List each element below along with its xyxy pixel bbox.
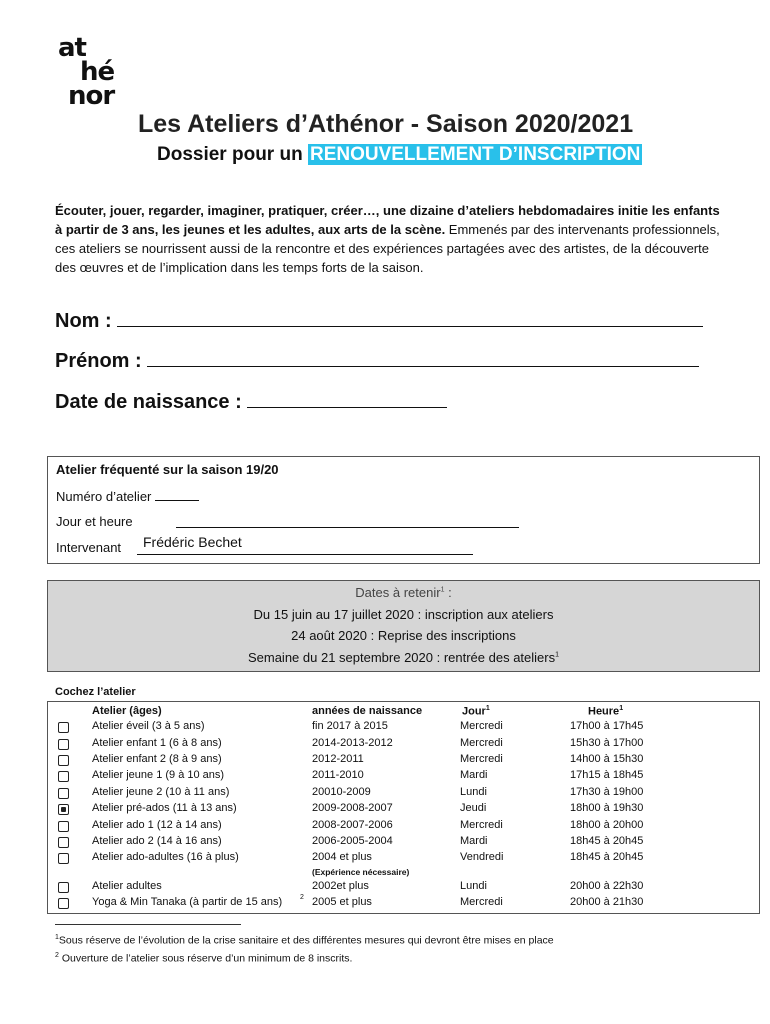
cell-jour: Jeudi: [460, 802, 487, 814]
table-row: [48, 786, 759, 802]
atelier-checkbox[interactable]: [58, 882, 69, 893]
cell-atelier: Atelier jeune 2 (10 à 11 ans): [92, 786, 230, 798]
logo-line-3: nor: [68, 81, 115, 111]
table-row: [48, 720, 759, 736]
experience-note: (Expérience nécessaire): [312, 867, 410, 877]
atelier-checkbox[interactable]: [58, 739, 69, 750]
cell-atelier: Atelier pré-ados (11 à 13 ans): [92, 802, 237, 814]
cell-atelier: Atelier ado 1 (12 à 14 ans): [92, 819, 222, 831]
cell-jour: Mercredi: [460, 896, 503, 908]
footnote-1-text: Sous réserve de l’évolution de la crise sanitaire et des différentes mesures qui devront être mises en place: [58, 934, 554, 947]
cell-annees: 2011-2010: [312, 769, 364, 781]
cell-annees: 2008-2007-2006: [312, 819, 393, 831]
cell-jour: Mercredi: [460, 737, 503, 749]
atelier-checkbox[interactable]: [58, 821, 69, 832]
prenom-label: Prénom :: [55, 350, 142, 372]
atelier-checkbox[interactable]: [58, 771, 69, 782]
footnote-2-text: Ouverture de l’atelier sous réserve d’un minimum de 8 inscrits.: [58, 952, 353, 965]
table-row: [48, 819, 759, 835]
page-subtitle: [157, 144, 642, 166]
cell-heure: 18h00 à 20h00: [570, 819, 644, 831]
cell-annees: 2012-2011: [312, 753, 364, 765]
dates-line-3: [48, 650, 759, 665]
cell-heure: 15h30 à 17h00: [570, 737, 644, 749]
dates-line-1: Du 15 juin au 17 juillet 2020 : inscription aux ateliers: [253, 607, 554, 622]
atelier-checkbox[interactable]: [58, 898, 69, 909]
jour-row: [56, 514, 133, 529]
dates-line-3-text: Semaine du 21 septembre 2020 : rentrée des ateliers: [247, 650, 556, 665]
cell-heure: 20h00 à 21h30: [570, 896, 644, 908]
header-heure: [588, 705, 623, 718]
header-atelier: Atelier (âges): [92, 705, 162, 717]
cell-annees: fin 2017 à 2015: [312, 720, 388, 732]
cell-atelier: Yoga & Min Tanaka (à partir de 15 ans): [92, 896, 283, 908]
yoga-sup: 2: [300, 894, 304, 901]
cell-heure: 18h45 à 20h45: [570, 851, 644, 863]
footnote-2-mark: 2: [55, 952, 59, 959]
jour-input-line[interactable]: [176, 514, 519, 528]
cell-jour: Mardi: [460, 835, 488, 847]
atelier-checkbox[interactable]: [58, 853, 69, 864]
atelier-table: [47, 701, 760, 914]
footnote-2: [55, 952, 352, 965]
dates-box: [47, 580, 760, 672]
prenom-field: [55, 348, 699, 373]
dates-heading-sup: 1: [440, 586, 445, 594]
cell-annees: 2005 et plus: [312, 896, 372, 908]
previous-atelier-heading: Atelier fréquenté sur la saison 19/20: [56, 462, 279, 477]
footnote-1-mark: 1: [55, 934, 59, 941]
cell-annees: 2009-2008-2007: [312, 802, 393, 814]
cell-atelier: Atelier ado-adultes (16 à plus): [92, 851, 239, 863]
dates-heading-text: Dates à retenir: [355, 585, 441, 600]
intervenant-label: Intervenant: [56, 540, 122, 555]
cell-heure: 20h00 à 22h30: [570, 880, 644, 892]
cell-annees: 2014-2013-2012: [312, 737, 393, 749]
logo-line-2: hé: [80, 57, 115, 87]
naissance-label: Date de naissance :: [55, 391, 242, 413]
logo-line-1: at: [58, 33, 86, 63]
jour-label: Jour et heure: [56, 514, 133, 529]
intro-normal: Emmenés par des intervenants professionnels, ces ateliers se nourrissent aussi de la rencontre et des expériences partagées avec des artistes, de la découverte des œuvres et de l’implication dans les temps forts de la saison.: [55, 222, 720, 275]
previous-atelier-box: [47, 456, 760, 564]
cell-heure: 18h45 à 20h45: [570, 835, 644, 847]
prenom-input-line[interactable]: [147, 348, 699, 367]
cell-atelier: Atelier jeune 1 (9 à 10 ans): [92, 769, 225, 781]
header-jour-text: Jour: [462, 705, 486, 718]
cell-jour: Mercredi: [460, 753, 503, 765]
cell-heure: 14h00 à 15h30: [570, 753, 644, 765]
table-row: [48, 896, 759, 912]
naissance-field: [55, 389, 447, 414]
atelier-checkbox[interactable]: [58, 837, 69, 848]
table-row: [48, 835, 759, 851]
dates-heading-suffix: :: [444, 585, 452, 600]
table-row: [48, 737, 759, 753]
footnote-divider: [55, 924, 241, 925]
atelier-checkbox[interactable]: [58, 804, 69, 815]
numero-label: Numéro d’atelier: [56, 489, 152, 504]
cell-atelier: Atelier adultes: [92, 880, 162, 892]
nom-input-line[interactable]: [117, 308, 703, 327]
numero-input-line[interactable]: [155, 488, 199, 501]
cell-heure: 18h00 à 19h30: [570, 802, 644, 814]
cell-annees: 2002et plus: [312, 880, 369, 892]
atelier-checkbox[interactable]: [58, 788, 69, 799]
cell-heure: 17h00 à 17h45: [570, 720, 644, 732]
naissance-input-line[interactable]: [247, 389, 447, 408]
footnote-1: [55, 934, 554, 947]
dates-heading: [48, 585, 759, 600]
table-row: [48, 880, 759, 896]
cell-atelier: Atelier enfant 1 (6 à 8 ans): [92, 737, 222, 749]
dates-line-3-sup: 1: [555, 651, 560, 659]
cell-annees: 2006-2005-2004: [312, 835, 393, 847]
page-title: Les Ateliers d’Athénor - Saison 2020/2021: [138, 110, 634, 138]
table-caption: Cochez l’atelier: [55, 686, 136, 698]
intervenant-input[interactable]: [137, 534, 473, 555]
header-jour-sup: 1: [485, 705, 490, 712]
cell-atelier: Atelier ado 2 (14 à 16 ans): [92, 835, 222, 847]
table-row: [48, 753, 759, 769]
subtitle-highlight: RENOUVELLEMENT D’INSCRIPTION: [309, 144, 641, 165]
cell-annees: 20010-2009: [312, 786, 371, 798]
subtitle-prefix: Dossier pour un: [157, 144, 308, 165]
cell-jour: Vendredi: [460, 851, 504, 863]
intervenant-value: Frédéric Bechet: [143, 534, 242, 550]
cell-jour: Mercredi: [460, 819, 503, 831]
cell-annees: 2004 et plus: [312, 851, 372, 863]
dates-line-2: 24 août 2020 : Reprise des inscriptions: [291, 628, 516, 643]
cell-heure: 17h30 à 19h00: [570, 786, 644, 798]
cell-atelier: Atelier éveil (3 à 5 ans): [92, 720, 205, 732]
nom-label: Nom :: [55, 310, 112, 332]
cell-jour: Lundi: [460, 880, 487, 892]
atelier-checkbox[interactable]: [58, 722, 69, 733]
table-row: [48, 851, 759, 867]
cell-jour: Mercredi: [460, 720, 503, 732]
intervenant-row: [56, 534, 242, 555]
header-heure-sup: 1: [619, 705, 624, 712]
athenor-logo: [58, 33, 115, 111]
header-annees: années de naissance: [312, 705, 423, 717]
nom-field: [55, 308, 703, 333]
atelier-checkbox[interactable]: [58, 755, 69, 766]
table-row: [48, 802, 759, 818]
intro-bold: Écouter, jouer, regarder, imaginer, pratiquer, créer…, une dizaine d’ateliers hebdomadaires initie les enfants à partir de 3 ans, les jeunes et les adultes, aux arts de la scène.: [55, 203, 720, 237]
cell-atelier: Atelier enfant 2 (8 à 9 ans): [92, 753, 222, 765]
header-heure-text: Heure: [588, 705, 620, 718]
table-row: [48, 769, 759, 785]
numero-row: [56, 488, 199, 504]
cell-heure: 17h15 à 18h45: [570, 769, 644, 781]
header-jour: [462, 705, 490, 718]
cell-jour: Mardi: [460, 769, 488, 781]
intro-paragraph: [55, 201, 727, 277]
cell-jour: Lundi: [460, 786, 487, 798]
